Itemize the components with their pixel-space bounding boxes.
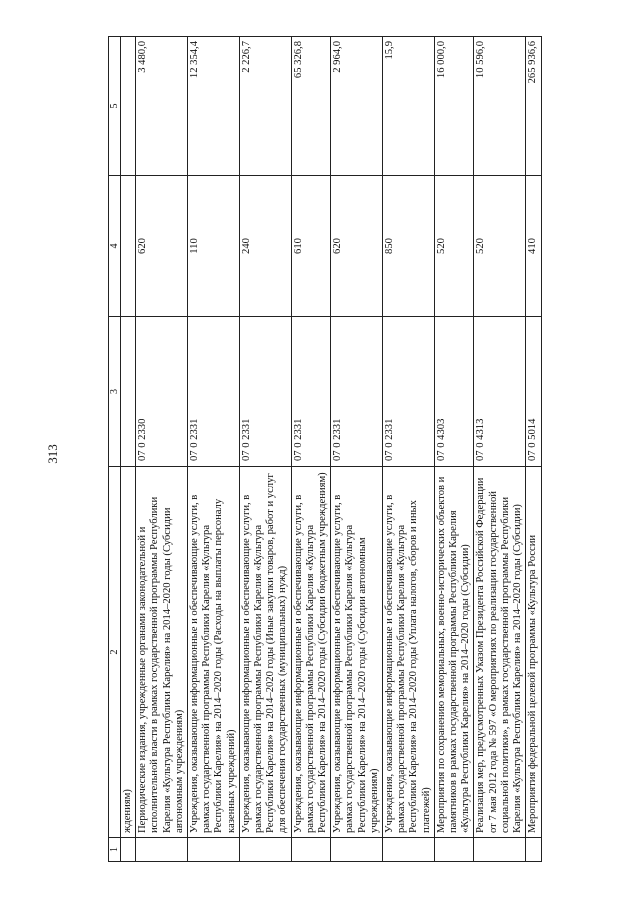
row-code: 07 0 2331 — [188, 317, 240, 467]
table-row — [136, 37, 188, 862]
row-amount: 15,9 — [383, 37, 435, 176]
table-row — [188, 37, 240, 862]
row-type: 240 — [239, 176, 291, 317]
row-num-cell — [474, 838, 526, 862]
row-type: 850 — [383, 176, 435, 317]
row-code: 07 0 5014 — [526, 317, 541, 467]
row-name: Учреждения, оказывающие информационные и обеспечивающие услуги, в рамках государственной программы Республики Карелия «Культура Республики Карелия» на 2014–2020 годы (Уплата налогов, сборов и иных платежей) — [383, 467, 435, 838]
row-num-cell — [526, 838, 541, 862]
row-num-cell — [331, 838, 383, 862]
row-type: 110 — [188, 176, 240, 317]
row-name: Мероприятия федеральной целевой программы «Культура России — [526, 467, 541, 838]
row-name: Учреждения, оказывающие информационные и обеспечивающие услуги, в рамках государственной программы Республики Карелия «Культура Республики Карелия» на 2014–2020 годы (Субсидии бюджетным учреждениям) — [291, 467, 331, 838]
row-type: 620 — [331, 176, 383, 317]
page-number: 313 — [45, 444, 60, 464]
row-type: 520 — [434, 176, 474, 317]
budget-table — [108, 36, 542, 862]
row-amount: 3 480,0 — [136, 37, 188, 176]
row-amount: 65 326,8 — [291, 37, 331, 176]
row-num-cell — [383, 838, 435, 862]
row-code: 07 0 4313 — [474, 317, 526, 467]
row-type: 610 — [291, 176, 331, 317]
row-type: 620 — [136, 176, 188, 317]
row-amount — [121, 37, 136, 176]
row-name: Периодические издания, учрежденные органами законодательной и исполнительной власти в рамках государственной программы Республики Карелия «Культура Республики Карелия» на 2014–2020 годы (Субсидии автономным учреждениям) — [136, 467, 188, 838]
column-header: 2 — [109, 467, 121, 838]
row-amount: 10 596,0 — [474, 37, 526, 176]
row-amount: 265 936,6 — [526, 37, 541, 176]
row-num-cell — [434, 838, 474, 862]
column-header: 5 — [109, 37, 121, 176]
row-code: 07 0 4303 — [434, 317, 474, 467]
table-row — [291, 37, 331, 862]
row-code — [121, 317, 136, 467]
row-name: Мероприятия по сохранению мемориальных, военно-исторических объектов и памятников в рамках государственной программы Республики Карелия «Культура Республики Карелия» на 2014–2020 годы (Субсидии) — [434, 467, 474, 838]
row-num-cell — [239, 838, 291, 862]
row-amount: 16 000,0 — [434, 37, 474, 176]
row-code: 07 0 2331 — [239, 317, 291, 467]
row-name: Учреждения, оказывающие информационные и обеспечивающие услуги, в рамках государственной программы Республики Карелия «Культура Республики Карелия» на 2014–2020 годы (Расходы на выплаты персоналу казенных учреждений) — [188, 467, 240, 838]
table-row — [383, 37, 435, 862]
row-amount: 12 354,4 — [188, 37, 240, 176]
table-row — [239, 37, 291, 862]
budget-table-rotated — [108, 37, 623, 862]
row-num-cell — [188, 838, 240, 862]
row-num-cell — [121, 838, 136, 862]
table-row — [331, 37, 383, 862]
row-num-cell — [136, 838, 188, 862]
row-amount: 2 964,0 — [331, 37, 383, 176]
row-type: 410 — [526, 176, 541, 317]
row-name: Учреждения, оказывающие информационные и обеспечивающие услуги, в рамках государственной программы Республики Карелия «Культура Республики Карелия» на 2014–2020 годы (Иные закупки товаров, работ и услуг для обеспечения государственных (муниципальных) нужд) — [239, 467, 291, 838]
row-name: Учреждения, оказывающие информационные и обеспечивающие услуги, в рамках государственной программы Республики Карелия «Культура Республики Карелия» на 2014–2020 годы (Субсидии автономным учреждениям) — [331, 467, 383, 838]
row-amount: 2 226,7 — [239, 37, 291, 176]
header-row — [109, 37, 121, 862]
table-row — [474, 37, 526, 862]
column-header: 4 — [109, 176, 121, 317]
row-type — [121, 176, 136, 317]
column-header: 1 — [109, 838, 121, 862]
row-name: ждениям) — [121, 467, 136, 838]
column-header: 3 — [109, 317, 121, 467]
row-code: 07 0 2331 — [331, 317, 383, 467]
row-code: 07 0 2331 — [383, 317, 435, 467]
table-row — [526, 37, 541, 862]
row-code: 07 0 2330 — [136, 317, 188, 467]
row-name: Реализация мер, предусмотренных Указом Президента Российской Федерации от 7 мая 2012 года № 597 «О мероприятиях по реализации государственной социальной политики», в рамках государственной программы Республики Карелия «Культура Республики Карелия» на 2014–2020 годы (Субсидии) — [474, 467, 526, 838]
row-type: 520 — [474, 176, 526, 317]
table-row — [434, 37, 474, 862]
table-row — [121, 37, 136, 862]
row-code: 07 0 2331 — [291, 317, 331, 467]
row-num-cell — [291, 838, 331, 862]
